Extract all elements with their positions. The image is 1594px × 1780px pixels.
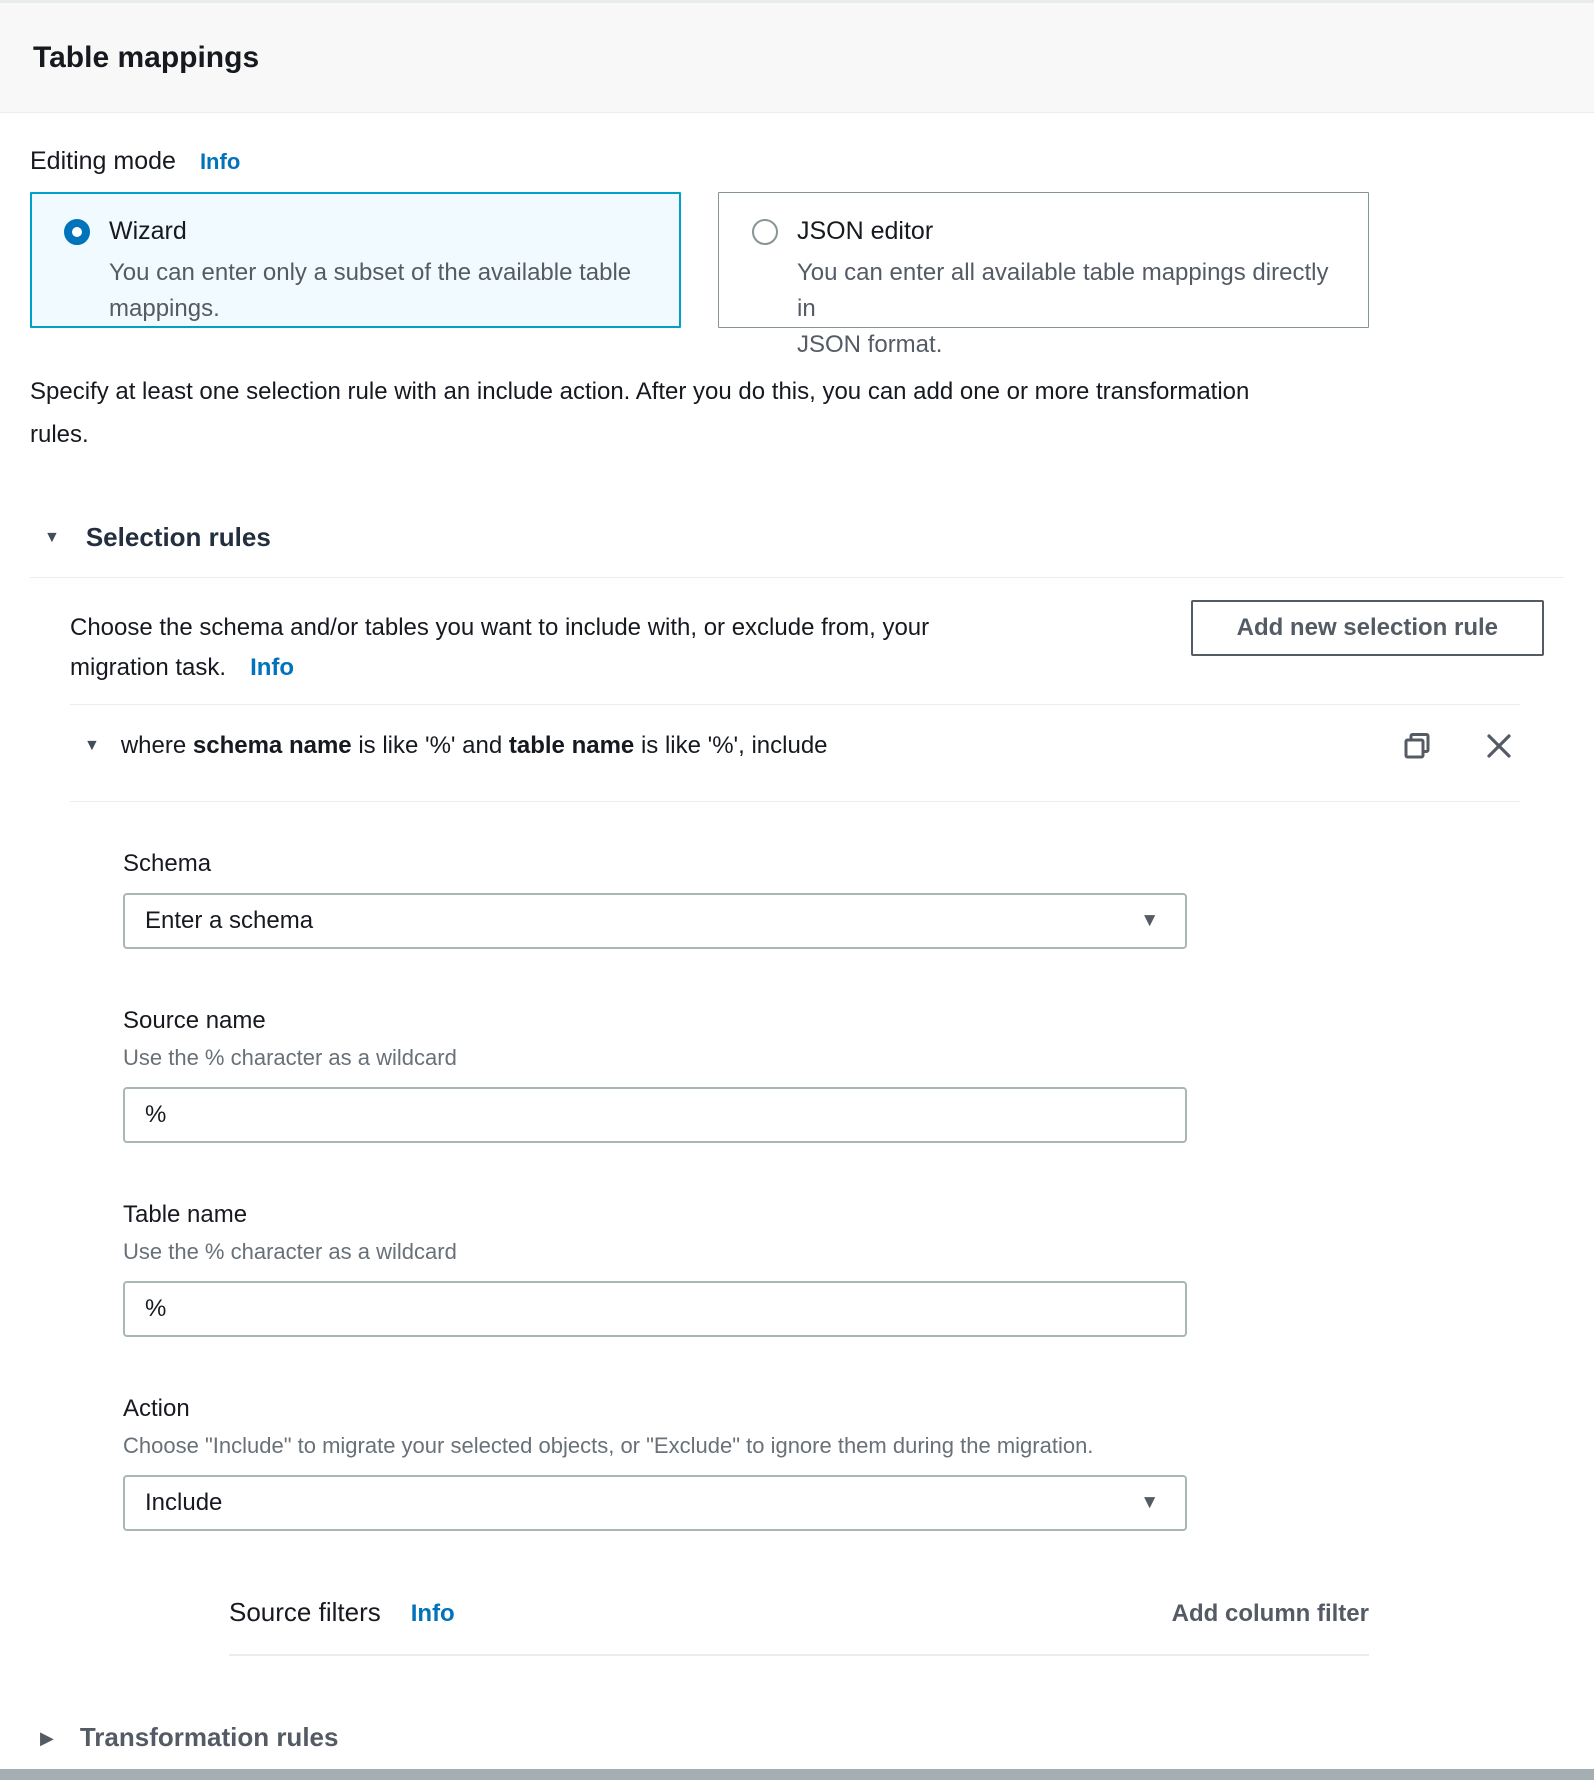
action-caret-down-icon: ▼ — [1140, 1492, 1159, 1513]
transformation-rules-expander[interactable] — [40, 1722, 1544, 1753]
source-filters-info-link[interactable]: Info — [410, 1600, 455, 1627]
wizard-radio-label: Wizard — [109, 217, 187, 245]
rule-chevron-down-icon[interactable]: ▼ — [84, 737, 100, 754]
source-name-hint: Use the % character as a wildcard — [123, 1045, 457, 1070]
schema-label: Schema — [123, 850, 212, 877]
source-filters-title: Source filters — [229, 1597, 381, 1627]
table-name-label: Table name — [123, 1201, 248, 1228]
action-select[interactable] — [123, 1475, 1187, 1531]
copy-icon — [1401, 730, 1433, 762]
source-name-label: Source name — [123, 1007, 266, 1034]
add-column-filter-button[interactable]: Add column filter — [1171, 1600, 1369, 1627]
schema-select[interactable] — [123, 893, 1187, 949]
panel-header — [0, 3, 1594, 113]
intro-text: Specify at least one selection rule with an include action. After you do this, you can add one or more transformation rules. — [30, 378, 1250, 448]
close-icon — [1485, 732, 1513, 760]
duplicate-rule-button[interactable] — [1400, 729, 1434, 763]
action-select-value: Include — [145, 1489, 223, 1516]
page-title: Table mappings — [33, 40, 260, 74]
bottom-scrollbar[interactable] — [0, 1769, 1594, 1780]
schema-caret-down-icon: ▼ — [1140, 910, 1159, 931]
selection-rule-row — [70, 705, 1520, 785]
add-new-selection-rule-button[interactable]: Add new selection rule — [1191, 600, 1544, 656]
action-hint: Choose "Include" to migrate your selected objects, or "Exclude" to ignore them during the migration. — [123, 1433, 1094, 1458]
schema-select-value: Enter a schema — [145, 907, 314, 934]
json-editor-mode-card[interactable] — [718, 192, 1369, 358]
wizard-radio-selected[interactable] — [64, 219, 90, 245]
chevron-down-icon: ▼ — [44, 528, 60, 546]
rule-summary: where schema name is like '%' and table name is like '%', include — [120, 732, 828, 759]
wizard-description: You can enter only a subset of the available table mappings. — [109, 259, 632, 322]
chevron-right-icon: ▶ — [40, 1727, 54, 1748]
source-name-input[interactable] — [123, 1087, 1187, 1143]
json-editor-radio-unselected[interactable] — [752, 219, 778, 245]
editing-mode-info-link[interactable]: Info — [199, 149, 241, 174]
wizard-mode-card[interactable] — [30, 192, 681, 328]
transformation-rules-title: Transformation rules — [79, 1722, 339, 1752]
json-editor-radio-label: JSON editor — [797, 217, 934, 245]
remove-rule-button[interactable] — [1482, 729, 1516, 763]
selection-rules-info-link[interactable]: Info — [250, 654, 295, 681]
table-name-input[interactable] — [123, 1281, 1187, 1337]
source-filters-divider — [229, 1654, 1369, 1656]
action-label: Action — [123, 1395, 190, 1422]
json-editor-description: You can enter all available table mappings directly in JSON format. — [797, 259, 1329, 358]
selection-rules-title: Selection rules — [85, 522, 271, 552]
table-name-hint: Use the % character as a wildcard — [123, 1239, 457, 1264]
selection-rules-description: Choose the schema and/or tables you want to include with, or exclude from, your migration task. Info — [70, 578, 929, 688]
editing-mode-label: Editing mode — [30, 147, 176, 175]
selection-rules-expander[interactable] — [44, 522, 1544, 553]
